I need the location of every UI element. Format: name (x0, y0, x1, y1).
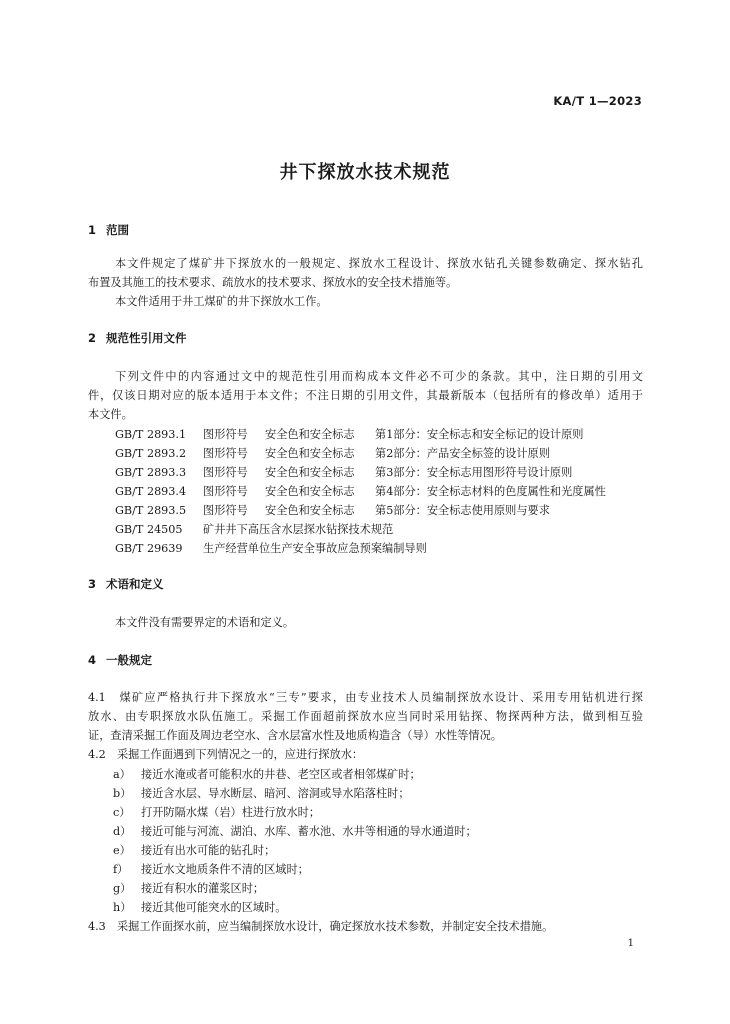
reference-item (115, 482, 606, 501)
section-2-heading (88, 330, 187, 346)
clause-4-2: 4.2 采掘工作面遇到下列情况之一的，应进行探放水： (88, 748, 364, 761)
ref-title-part: 安全色和安全标志 (265, 485, 355, 498)
ref-title-part: 图形符号 (203, 485, 248, 498)
clause-4-1-line2: 放水、由专职探放水队伍施工。采掘工作面超前探放水应当同时采用钻探、物探两种方法，做到相互验 (88, 710, 643, 723)
list-item (113, 841, 275, 860)
s2-p1-line2: 件，仅该日期对应的版本适用于本文件；不注日期的引用文件，其最新版本（包括所有的修改单）适用于 (88, 389, 643, 402)
standard-number: KA/T 1—2023 (553, 94, 642, 108)
reference-item (115, 539, 427, 558)
list-item (113, 765, 421, 784)
list-item (113, 879, 264, 898)
clause-4-3: 4.3 采掘工作面探水前，应当编制探放水设计，确定探放水技术参数，并制定安全技术措施。 (88, 920, 554, 933)
section-title: 术语和定义 (106, 577, 164, 591)
list-marker: a） (113, 768, 131, 781)
document-title: 井下探放水技术规范 (279, 162, 451, 183)
ref-title-part: 安全色和安全标志 (265, 428, 355, 441)
ref-title-part: 第5部分：安全标志使用原则与要求 (375, 504, 550, 517)
section-1-heading (88, 222, 129, 238)
list-marker: h） (113, 901, 132, 914)
ref-title: 生产经营单位生产安全事故应急预案编制导则 (203, 542, 427, 555)
reference-item (115, 463, 572, 482)
section-number: 2 (88, 331, 97, 345)
list-marker: f） (113, 863, 129, 876)
section-title: 一般规定 (106, 653, 152, 667)
section-number: 1 (88, 223, 97, 237)
list-text: 接近有积水的灌浆区时； (141, 882, 265, 895)
list-marker: b） (113, 787, 132, 800)
ref-title-part: 第2部分：产品安全标签的设计原则 (375, 447, 550, 460)
section-number: 4 (88, 653, 97, 667)
list-marker: d） (113, 825, 132, 838)
list-item (113, 803, 320, 822)
ref-code: GB/T 2893.2 (115, 447, 187, 460)
ref-title-part: 图形符号 (203, 428, 248, 441)
s1-p1-line2: 布置及其施工的技术要求、疏放水的技术要求、探放水的安全技术措施等。 (88, 276, 458, 289)
clause-4-1-line1: 4.1 煤矿应严格执行井下探放水“三专”要求，由专业技术人员编制探放水设计、采用专用钻机进行探 (88, 691, 643, 704)
list-item (113, 784, 410, 803)
clause-4-1-line3: 证，查清采掘工作面及周边老空水、含水层富水性及地质构造含（导）水性等情况。 (88, 729, 502, 742)
s3-p1: 本文件没有需要界定的术语和定义。 (115, 616, 295, 629)
ref-title-part: 图形符号 (203, 447, 248, 460)
ref-code: GB/T 2893.1 (115, 428, 187, 441)
ref-title-part: 图形符号 (203, 504, 248, 517)
s2-p1-line3: 本文件。 (88, 408, 133, 421)
list-text: 接近含水层、导水断层、暗河、溶洞或导水陷落柱时； (141, 787, 410, 800)
section-number: 3 (88, 577, 97, 591)
ref-code: GB/T 24505 (115, 523, 183, 536)
list-marker: e） (113, 844, 131, 857)
list-text: 接近有出水可能的钻孔时； (141, 844, 276, 857)
ref-code: GB/T 2893.4 (115, 485, 187, 498)
list-marker: c） (113, 806, 131, 819)
ref-code: GB/T 29639 (115, 542, 183, 555)
list-text: 接近其他可能突水的区域时。 (141, 901, 287, 914)
ref-title-part: 图形符号 (203, 466, 248, 479)
section-4-heading (88, 652, 152, 668)
ref-title: 矿井井下高压含水层探水钻探技术规范 (203, 523, 394, 536)
reference-item (115, 444, 550, 463)
list-text: 打开防隔水煤（岩）柱进行放水时； (141, 806, 321, 819)
reference-item (115, 425, 584, 444)
list-text: 接近水淹或者可能积水的井巷、老空区或者相邻煤矿时； (141, 768, 421, 781)
ref-title-part: 安全色和安全标志 (265, 447, 355, 460)
list-marker: g） (113, 882, 132, 895)
list-item (113, 898, 286, 917)
ref-title-part: 第3部分：安全标志用图形符号设计原则 (375, 466, 573, 479)
s2-p1-line1: 下列文件中的内容通过文中的规范性引用而构成本文件必不可少的条款。其中，注日期的引用文 (115, 370, 643, 383)
section-title: 范围 (106, 223, 129, 237)
section-3-heading (88, 576, 164, 592)
list-text: 接近可能与河流、湖泊、水库、蓄水池、水井等相通的导水通道时； (141, 825, 477, 838)
ref-title-part: 安全色和安全标志 (265, 504, 355, 517)
section-title: 规范性引用文件 (106, 331, 187, 345)
reference-item (115, 501, 550, 520)
ref-title-part: 第1部分：安全标志和安全标记的设计原则 (375, 428, 584, 441)
s1-p2: 本文件适用于井工煤矿的井下探放水工作。 (115, 295, 328, 308)
reference-item (115, 520, 393, 539)
ref-title-part: 安全色和安全标志 (265, 466, 355, 479)
page-number: 1 (627, 938, 634, 949)
list-text: 接近水文地质条件不清的区域时； (141, 863, 309, 876)
ref-title-part: 第4部分：安全标志材料的色度属性和光度属性 (375, 485, 606, 498)
ref-code: GB/T 2893.3 (115, 466, 187, 479)
list-item (113, 822, 477, 841)
ref-code: GB/T 2893.5 (115, 504, 187, 517)
list-item (113, 860, 309, 879)
s1-p1-line1: 本文件规定了煤矿井下探放水的一般规定、探放水工程设计、探放水钻孔关键参数确定、探水钻孔 (115, 257, 643, 270)
